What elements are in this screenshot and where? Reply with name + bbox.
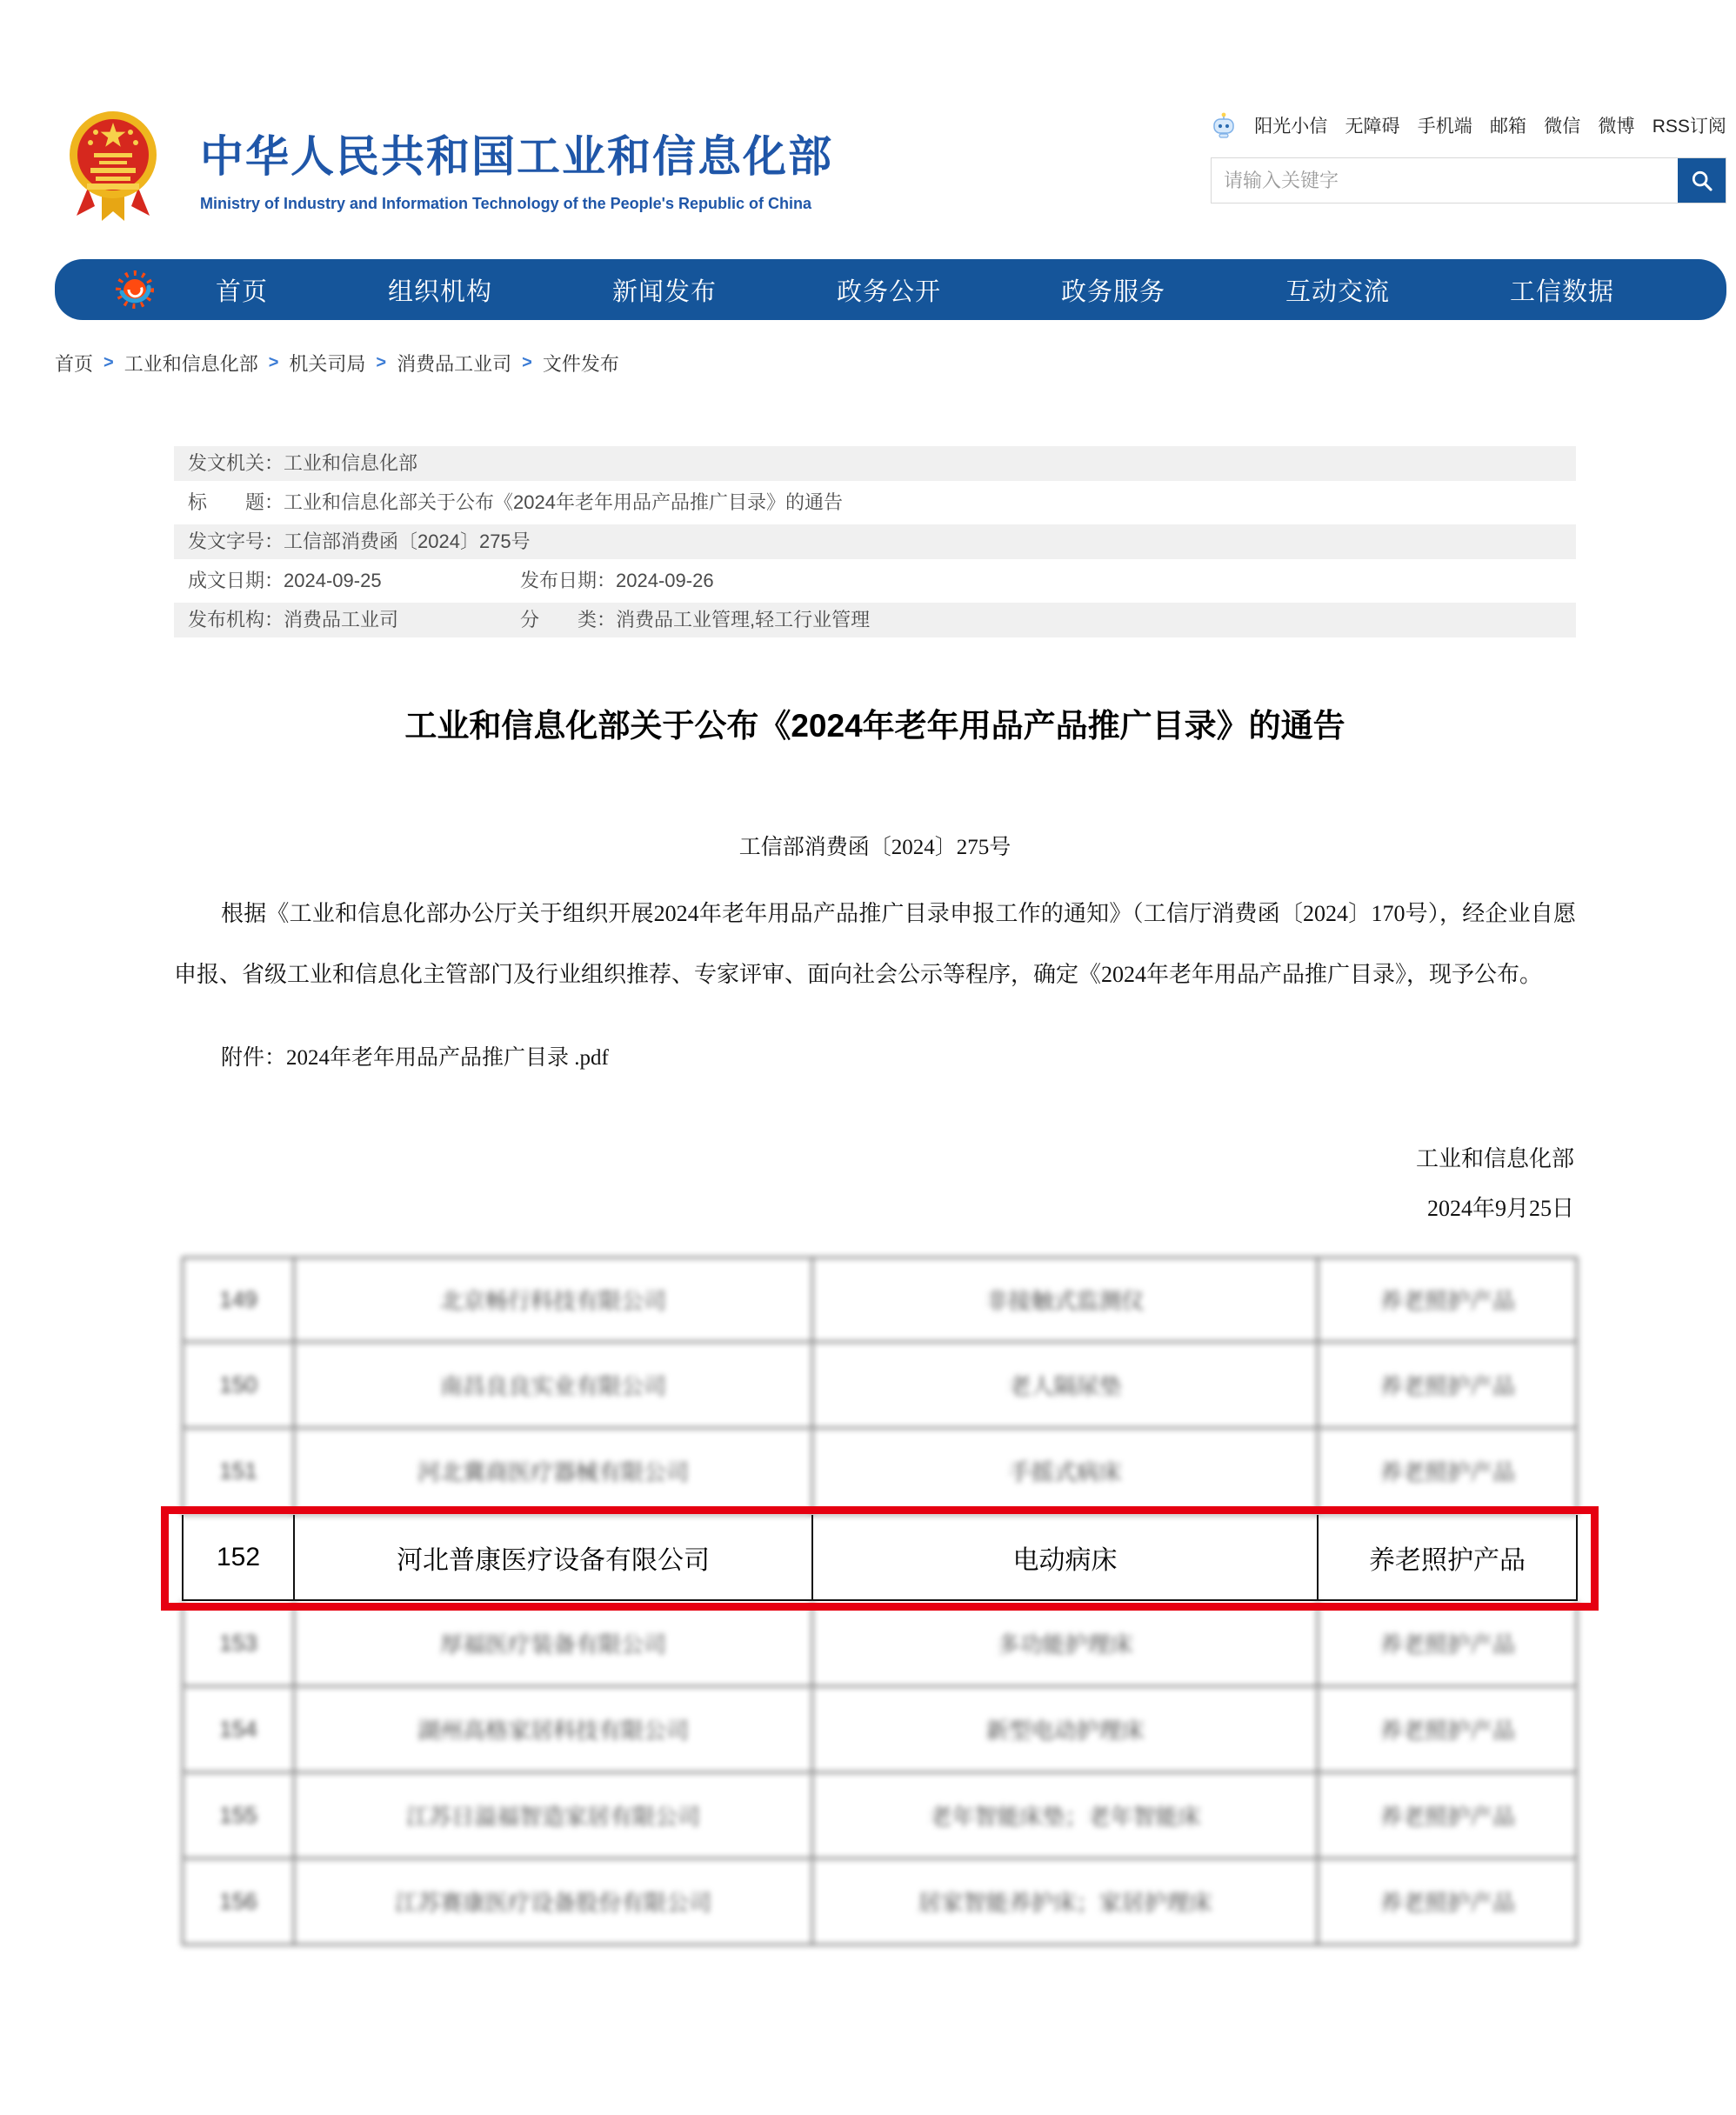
main-nav	[55, 259, 1726, 320]
table-row	[182, 1343, 1578, 1429]
table-cell-product: 老年智能床垫；老年智能床	[813, 1773, 1319, 1859]
table-cell-category: 养老照护产品	[1319, 1859, 1578, 1945]
signature-block	[174, 1134, 1576, 1233]
nav-item-7[interactable]: 工信数据	[1509, 277, 1614, 306]
meta-row-4	[174, 564, 1576, 598]
meta-value: 工业和信息化部	[284, 452, 418, 474]
meta-label: 发文机关：	[188, 452, 284, 474]
table-cell-product: 非接触式监测仪	[813, 1257, 1319, 1343]
table-cell-product: 新型电动护理床	[813, 1687, 1319, 1773]
table-cell-no: 154	[182, 1687, 295, 1773]
table-cell-company: 北京畅行科技有限公司	[295, 1257, 813, 1343]
table-cell-product: 多功能护理床	[813, 1601, 1319, 1687]
top-link-5[interactable]: 微信	[1544, 117, 1581, 137]
table-cell-company: 湖州高格家居科技有限公司	[295, 1687, 813, 1773]
table-cell-no: 156	[182, 1859, 295, 1945]
site-subtitle: Ministry of Industry and Information Technology of the People's Republic of China	[200, 195, 811, 212]
nav-item-2[interactable]: 组织机构	[387, 277, 492, 306]
top-link-3[interactable]: 手机端	[1417, 117, 1472, 137]
meta-value: 2024-09-26	[616, 570, 714, 591]
meta-label: 标 题：	[188, 491, 284, 513]
article-title: 工业和信息化部关于公布《2024年老年用品产品推广目录》的通告	[404, 708, 1345, 744]
table-cell-company: 河北冀商医疗器械有限公司	[295, 1429, 813, 1515]
table-cell-company: 河北普康医疗设备有限公司	[295, 1515, 813, 1601]
miit-gear-logo-icon	[114, 269, 156, 310]
breadcrumb-item-1[interactable]: 首页	[55, 353, 94, 375]
search-bar	[1211, 157, 1726, 203]
nav-item-4[interactable]: 政务公开	[836, 277, 941, 306]
meta-value: 工信部消费函〔2024〕275号	[284, 530, 531, 552]
table-cell-category: 养老照护产品	[1319, 1343, 1578, 1429]
nav-item-5[interactable]: 政务服务	[1060, 277, 1165, 306]
meta-cell	[188, 530, 531, 552]
top-link-2[interactable]: 无障碍	[1345, 117, 1400, 137]
nav-item-1[interactable]: 首页	[215, 277, 268, 306]
signature-date: 2024年9月25日	[1426, 1196, 1574, 1221]
article-paragraph: 根据《工业和信息化部办公厅关于组织开展2024年老年用品产品推广目录申报工作的通知》（工信厅消费函〔2024〕170号），经企业自愿申报、省级工业和信息化主管部门及行业组织推荐、专家评审、面向社会公示等程序，确定《2024年老年用品产品推广目录》，现予公布。	[174, 901, 1576, 987]
search-input[interactable]	[1212, 158, 1678, 203]
table-cell-no: 153	[182, 1601, 295, 1687]
table-row	[182, 1601, 1578, 1687]
table-cell-category: 养老照护产品	[1319, 1515, 1578, 1601]
meta-label: 成文日期：	[188, 570, 284, 591]
top-link-4[interactable]: 邮箱	[1490, 117, 1526, 137]
table-cell-no: 155	[182, 1773, 295, 1859]
breadcrumb	[55, 350, 619, 377]
table-cell-category: 养老照护产品	[1319, 1429, 1578, 1515]
table-cell-product: 老人隔尿垫	[813, 1343, 1319, 1429]
table-cell-category: 养老照护产品	[1319, 1601, 1578, 1687]
meta-cell	[188, 609, 398, 630]
nav-list	[156, 272, 1674, 308]
table-cell-no: 149	[182, 1257, 295, 1343]
meta-label: 发布日期：	[520, 570, 617, 591]
meta-cell	[188, 491, 843, 513]
table-row	[182, 1257, 1578, 1343]
meta-row-5	[174, 603, 1576, 637]
top-links	[1211, 111, 1726, 139]
meta-cell	[188, 452, 417, 474]
table-cell-no: 150	[182, 1343, 295, 1429]
breadcrumb-item-4[interactable]: 消费品工业司	[397, 353, 512, 375]
meta-label: 发文字号：	[188, 530, 284, 552]
table-cell-no: 152	[182, 1515, 295, 1601]
breadcrumb-separator: >	[103, 353, 114, 372]
header-right	[1211, 111, 1726, 203]
table-cell-no: 151	[182, 1429, 295, 1515]
meta-row-3	[174, 524, 1576, 559]
meta-label: 分 类：	[520, 609, 617, 630]
breadcrumb-separator: >	[268, 353, 279, 372]
table-row	[182, 1429, 1578, 1515]
table-cell-product: 居家智能养护床；家居护理床	[813, 1859, 1319, 1945]
meta-value: 消费品工业管理,轻工行业管理	[616, 609, 871, 630]
table-cell-company: 江苏日溢福智造家居有限公司	[295, 1773, 813, 1859]
search-button[interactable]	[1678, 158, 1726, 203]
breadcrumb-separator: >	[522, 353, 532, 372]
table-cell-category: 养老照护产品	[1319, 1687, 1578, 1773]
document-meta-box	[174, 446, 1576, 642]
breadcrumb-separator: >	[376, 353, 387, 372]
attachment-link[interactable]: 附件：2024年老年用品产品推广目录 .pdf	[221, 1046, 609, 1070]
table-row-highlighted	[182, 1515, 1578, 1601]
breadcrumb-item-5[interactable]: 文件发布	[542, 353, 619, 375]
meta-cell	[520, 564, 714, 598]
table-row	[182, 1859, 1578, 1945]
meta-value: 工业和信息化部关于公布《2024年老年用品产品推广目录》的通告	[284, 491, 843, 513]
meta-cell	[520, 603, 870, 637]
signature-org: 工业和信息化部	[1415, 1146, 1574, 1171]
table-cell-company: 江苏赛康医疗设备股份有限公司	[295, 1859, 813, 1945]
nav-item-6[interactable]: 互动交流	[1285, 277, 1390, 306]
table-row	[182, 1773, 1578, 1859]
meta-value: 消费品工业司	[284, 609, 399, 630]
table-row	[182, 1687, 1578, 1773]
breadcrumb-item-3[interactable]: 机关司局	[289, 353, 366, 375]
top-link-1[interactable]: 阳光小信	[1254, 117, 1328, 137]
breadcrumb-item-2[interactable]: 工业和信息化部	[124, 353, 258, 375]
robot-assistant-icon	[1211, 111, 1237, 139]
top-link-7[interactable]: RSS订阅	[1652, 117, 1726, 137]
table-cell-product: 手摇式病床	[813, 1429, 1319, 1515]
table-cell-company: 厚福医疗装备有限公司	[295, 1601, 813, 1687]
table-cell-company: 南昌良良实业有限公司	[295, 1343, 813, 1429]
nav-item-3[interactable]: 新闻发布	[611, 277, 717, 306]
site-title: 中华人民共和国工业和信息化部	[200, 132, 833, 181]
meta-cell	[188, 570, 382, 591]
national-emblem-icon	[61, 110, 165, 224]
meta-label: 发布机构：	[188, 609, 284, 630]
article	[174, 687, 1576, 1233]
top-link-6[interactable]: 微博	[1598, 117, 1635, 137]
meta-value: 2024-09-25	[284, 570, 382, 591]
meta-row-1	[174, 446, 1576, 481]
doc-number: 工信部消费函〔2024〕275号	[738, 836, 1012, 859]
table-cell-category: 养老照护产品	[1319, 1773, 1578, 1859]
brand-text	[200, 110, 833, 213]
meta-row-2	[174, 485, 1576, 520]
table-cell-category: 养老照护产品	[1319, 1257, 1578, 1343]
catalog-table	[182, 1257, 1578, 1945]
site-brand	[61, 110, 833, 224]
table-cell-product: 电动病床	[813, 1515, 1319, 1601]
search-icon	[1690, 169, 1714, 193]
